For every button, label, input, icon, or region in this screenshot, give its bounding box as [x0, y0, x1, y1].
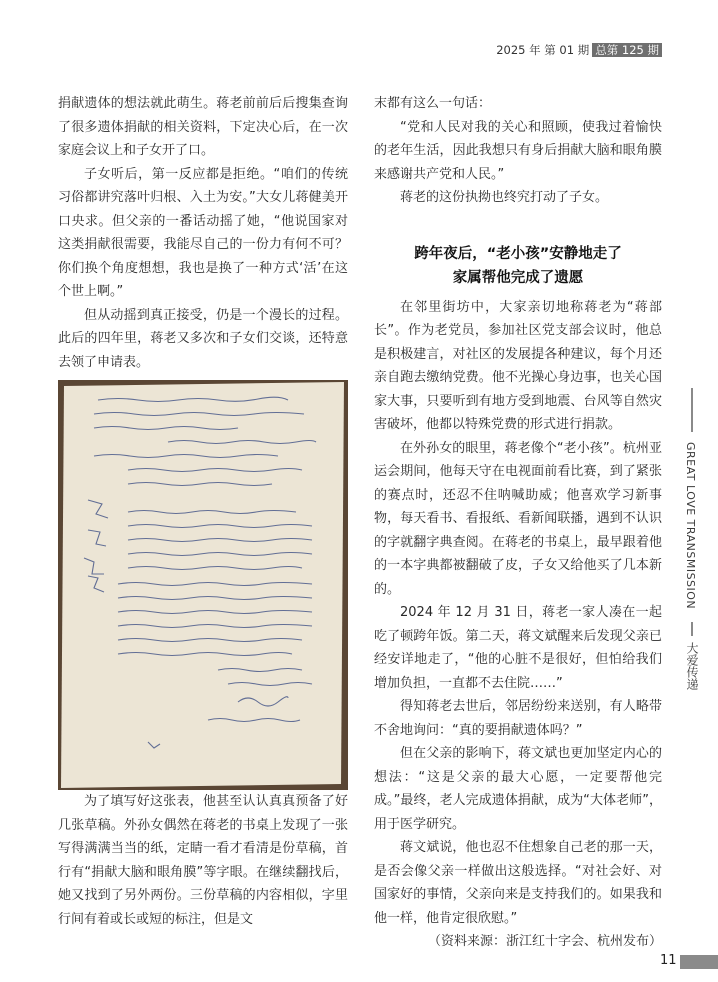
issue-number: 2025 年 第 01 期: [496, 43, 590, 57]
page-number-bar: [680, 955, 718, 969]
quote-paragraph: “党和人民对我的关心和照顾，使我过着愉快的老年生活，因此我想只有身后捐献大脑和眼角膜来感谢共产党和人民。”: [374, 119, 662, 182]
section-heading-line-2: 家属帮他完成了遗愿: [452, 269, 584, 286]
page-number: 11: [660, 953, 677, 968]
paragraph: 蒋文斌说，他也忍不住想象自己老的那一天，是否会像父亲一样做出这般选择。“对社会好、对国家好的事情，父亲向来是支持我们的。如果我和他一样，他肯定很欣慰。”: [374, 840, 662, 926]
paragraph: 捐献遗体的想法就此萌生。蒋老前前后后搜集查询了很多遗体捐献的相关资料，下定决心后，在一次家庭会议上和子女开了口。: [58, 96, 348, 158]
paragraph: 2024 年 12 月 31 日，蒋老一家人凑在一起吃了顿跨年饭。第二天，蒋文斌醒来后发现父亲已经安详地走了，“他的心脏不是很好，但怕给我们增加负担，一直都不去住院……”: [374, 605, 662, 691]
issue-info: [496, 42, 662, 58]
paragraph: 蒋老的这份执拗也终究打动了子女。: [400, 190, 609, 205]
sidebar-title-cn: 大爱传递: [685, 642, 699, 690]
paragraph: 为了填写好这张表，他甚至认认真真预备了好几张草稿。外孙女偶然在蒋老的书桌上发现了一张写得满满当当的纸，定睛一看才看清是份草稿，首行有“捐献大脑和眼角膜”等字眼。在继续翻找后，她又找到了另外两份。三份草稿的内容相似，字里行间有着或长或短的标注，但是文: [58, 794, 348, 927]
paragraph: 子女听后，第一反应都是拒绝。“咱们的传统习俗都讲究落叶归根、入土为安。”大女儿蒋健美开口央求。但父亲的一番话动摇了她，“他说国家对这类捐献很需要，我能尽自己的一份力有何不可？你们换个角度想想，我也是换了一种方式‘活’在这个世上啊。”: [58, 166, 348, 299]
sidebar-title-en: GREAT LOVE TRANSMISSION: [684, 442, 697, 610]
paragraph: 得知蒋老去世后，邻居纷纷来送别，有人略带不舍地询问：“真的要捐献遗体吗？”: [374, 699, 662, 738]
section-heading-line-1: 跨年夜后，“老小孩”安静地走了: [414, 245, 622, 262]
paragraph: 在邻里街坊中，大家亲切地称蒋老为“蒋部长”。作为老党员，参加社区党支部会议时，他总是积极建言，对社区的发展提各种建议，每个月还亲自跑去缴纳党费。他不光操心身边事，也关心国家大事，只要听到有地方受到地震、台风等自然灾害破坏，他都以特殊党费的形式进行捐款。: [374, 299, 662, 432]
paragraph: 但从动摇到真正接受，仍是一个漫长的过程。此后的四年里，蒋老又多次和子女们交谈，还特意去领了申请表。: [58, 307, 348, 370]
paragraph: 末都有这么一句话：: [374, 96, 492, 111]
left-column: [58, 92, 348, 931]
sidebar-divider: [691, 622, 693, 636]
paragraph: 但在父亲的影响下，蒋文斌也更加坚定内心的想法：“这是父亲的最大心愿，一定要帮他完成。”最终，老人完成遗体捐献，成为“大体老师”，用于医学研究。: [374, 746, 662, 832]
sidebar-divider: [691, 388, 693, 432]
total-issue-badge: 总第 125 期: [592, 43, 662, 57]
paragraph: 在外孙女的眼里，蒋老像个“老小孩”。杭州亚运会期间，他每天守在电视面前看比赛，到了紧张的赛点时，还忍不住呐喊助威；他喜欢学习新事物，每天看书、看报纸、看新闻联播，遇到不认识的字就翻字典查阅。在蒋老的书桌上，最早跟着他的一本字典都被翻破了皮，子女又给他买了几本新的。: [374, 440, 662, 597]
source-note: （资料来源：浙江红十字会、杭州发布）: [427, 934, 662, 949]
section-heading: [374, 242, 662, 290]
right-column: [374, 92, 662, 954]
handwritten-draft-photo: [58, 380, 348, 790]
